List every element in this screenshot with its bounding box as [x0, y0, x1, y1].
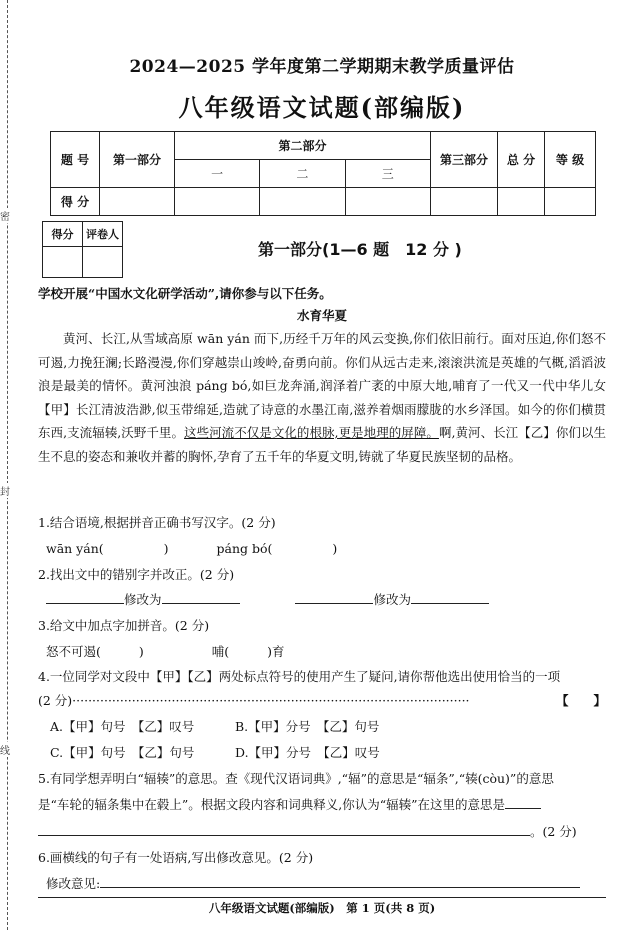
- q4-answer-bracket[interactable]: 【 】: [555, 693, 606, 708]
- th-part2: 第二部分: [175, 132, 431, 160]
- q5-score: 。(2 分): [530, 824, 577, 839]
- passage-title: 水育华夏: [296, 308, 347, 323]
- exam-title: 2024—2025 学年度第二学期期末教学质量评估: [129, 57, 515, 77]
- binding-line: [7, 0, 8, 930]
- score-cell[interactable]: [545, 188, 596, 216]
- passage-text: 黄河、长江,从雪域高原 wān yán 而下,历经千万年的风云变换,你们依旧前行。面对压迫,你们怒不可遏,力挽狂澜;长路漫漫,你们穿越崇山竣岭,奋勇向前。你们从远古走来,滚滚洪流是英雄的气概,滔滔波浪是最美的情怀。黄河浊浪 páng bó,如巨龙奔涌,润泽着广袤的中原大地,哺育了一代又一代中华儿女【甲】长江清波浩渺,似玉带绵延,造就了诗意的水墨江南,滋养着烟雨朦胧的水乡泽国。如今的你们横贯东西,支流辐辏,沃野千里。: [38, 331, 606, 440]
- score-table: [50, 131, 596, 216]
- exam-page: [38, 0, 606, 930]
- passage: [38, 327, 606, 468]
- part1-heading: 第一部分(1—6 题 12 分 ): [258, 240, 462, 259]
- th-part1: 第一部分: [100, 132, 175, 188]
- q3-word-b-tail: )育: [267, 644, 285, 659]
- paren-close: ): [332, 541, 338, 556]
- answer-blank[interactable]: [162, 589, 240, 604]
- page-footer: 八年级语文试题(部编版) 第 1 页(共 8 页): [38, 897, 606, 916]
- rater-box: [42, 221, 123, 278]
- question-1: 1.结合语境,根据拼音正确书写汉字。(2 分): [38, 515, 276, 530]
- q4-option-d[interactable]: D.【甲】分号 【乙】叹号: [235, 745, 380, 760]
- q1-pinyin-a: wān yán(: [46, 541, 104, 556]
- th-part2-sub: 一: [175, 160, 260, 188]
- rater-name-cell[interactable]: [83, 247, 123, 278]
- th-total: 总 分: [498, 132, 545, 188]
- q6-answer-line: [46, 872, 606, 895]
- fix-label: 修改为: [124, 592, 162, 607]
- exam-subtitle: 八年级语文试题(部编版): [178, 93, 466, 122]
- q1-answers: [46, 537, 606, 560]
- rater-score-label: 得分: [43, 222, 83, 247]
- binding-char: 线: [0, 742, 10, 757]
- score-cell[interactable]: [260, 188, 345, 216]
- answer-blank[interactable]: [505, 794, 541, 809]
- answer-blank[interactable]: [100, 873, 580, 888]
- question-4: 4.一位同学对文段中【甲】【乙】两处标点符号的使用产生了疑问,请你帮他选出使用恰当的一项: [38, 669, 561, 684]
- q2-answers: [46, 588, 606, 611]
- q4-option-b[interactable]: B.【甲】分号 【乙】句号: [235, 719, 380, 734]
- q4-line2: (2 分)····································································································: [38, 693, 470, 708]
- q1-pinyin-b: páng bó(: [216, 541, 273, 556]
- q5-line2: [38, 793, 606, 816]
- question-6: 6.画横线的句子有一处语病,写出修改意见。(2 分): [38, 850, 314, 865]
- q4-option-a[interactable]: A.【甲】句号 【乙】叹号: [50, 719, 195, 734]
- q3-answers: [46, 640, 606, 663]
- row-score-label: 得 分: [51, 188, 100, 216]
- th-part2-sub: 三: [345, 160, 430, 188]
- binding-char: 密: [0, 208, 10, 223]
- answer-blank[interactable]: [295, 589, 373, 604]
- q3-word-b: 哺(: [211, 644, 230, 659]
- th-grade: 等 级: [545, 132, 596, 188]
- score-cell[interactable]: [100, 188, 175, 216]
- question-5: 5.有同学想弄明白“辐辏”的意思。查《现代汉语词典》,“辐”的意思是“辐条”,“辏(còu)”的意思: [38, 771, 554, 786]
- underlined-sentence: 这些河流不仅是文化的根脉,更是地理的屏障。: [184, 425, 439, 440]
- answer-blank[interactable]: [38, 821, 530, 836]
- q3-word-a: 怒不可遏(: [46, 644, 101, 659]
- score-cell[interactable]: [175, 188, 260, 216]
- th-question: 题 号: [51, 132, 100, 188]
- q4-options-row1: [50, 715, 606, 738]
- paren-close: ): [138, 644, 144, 659]
- rater-name-label: 评卷人: [83, 222, 123, 247]
- answer-blank[interactable]: [46, 589, 124, 604]
- rater-score-cell[interactable]: [43, 247, 83, 278]
- passage-text: 啊,黄河、长江【乙】你们以生生不息的姿态和兼收并蓄的胸怀,孕育了五千年的华夏文明,铸就了华夏民族坚韧的品格。: [38, 425, 606, 464]
- q4-options-row2: [50, 741, 606, 764]
- th-part2-sub: 二: [260, 160, 345, 188]
- score-cell[interactable]: [431, 188, 498, 216]
- binding-char: 封: [0, 483, 10, 498]
- task-intro: 学校开展“中国水文化研学活动”,请你参与以下任务。: [38, 286, 332, 301]
- q4-option-c[interactable]: C.【甲】句号 【乙】句号: [50, 745, 195, 760]
- paren-close: ): [163, 541, 169, 556]
- q6-label: 修改意见:: [46, 876, 101, 891]
- answer-blank[interactable]: [411, 589, 489, 604]
- score-cell[interactable]: [498, 188, 545, 216]
- q5-answer-line: [38, 820, 606, 843]
- question-2: 2.找出文中的错别字并改正。(2 分): [38, 567, 235, 582]
- score-cell[interactable]: [345, 188, 430, 216]
- q5-text: 是“车轮的辐条集中在毂上”。根据文段内容和词典释义,你认为“辐辏”在这里的意思是: [38, 797, 506, 812]
- th-part3: 第三部分: [431, 132, 498, 188]
- question-3: 3.给文中加点字加拼音。(2 分): [38, 618, 210, 633]
- fix-label: 修改为: [373, 592, 411, 607]
